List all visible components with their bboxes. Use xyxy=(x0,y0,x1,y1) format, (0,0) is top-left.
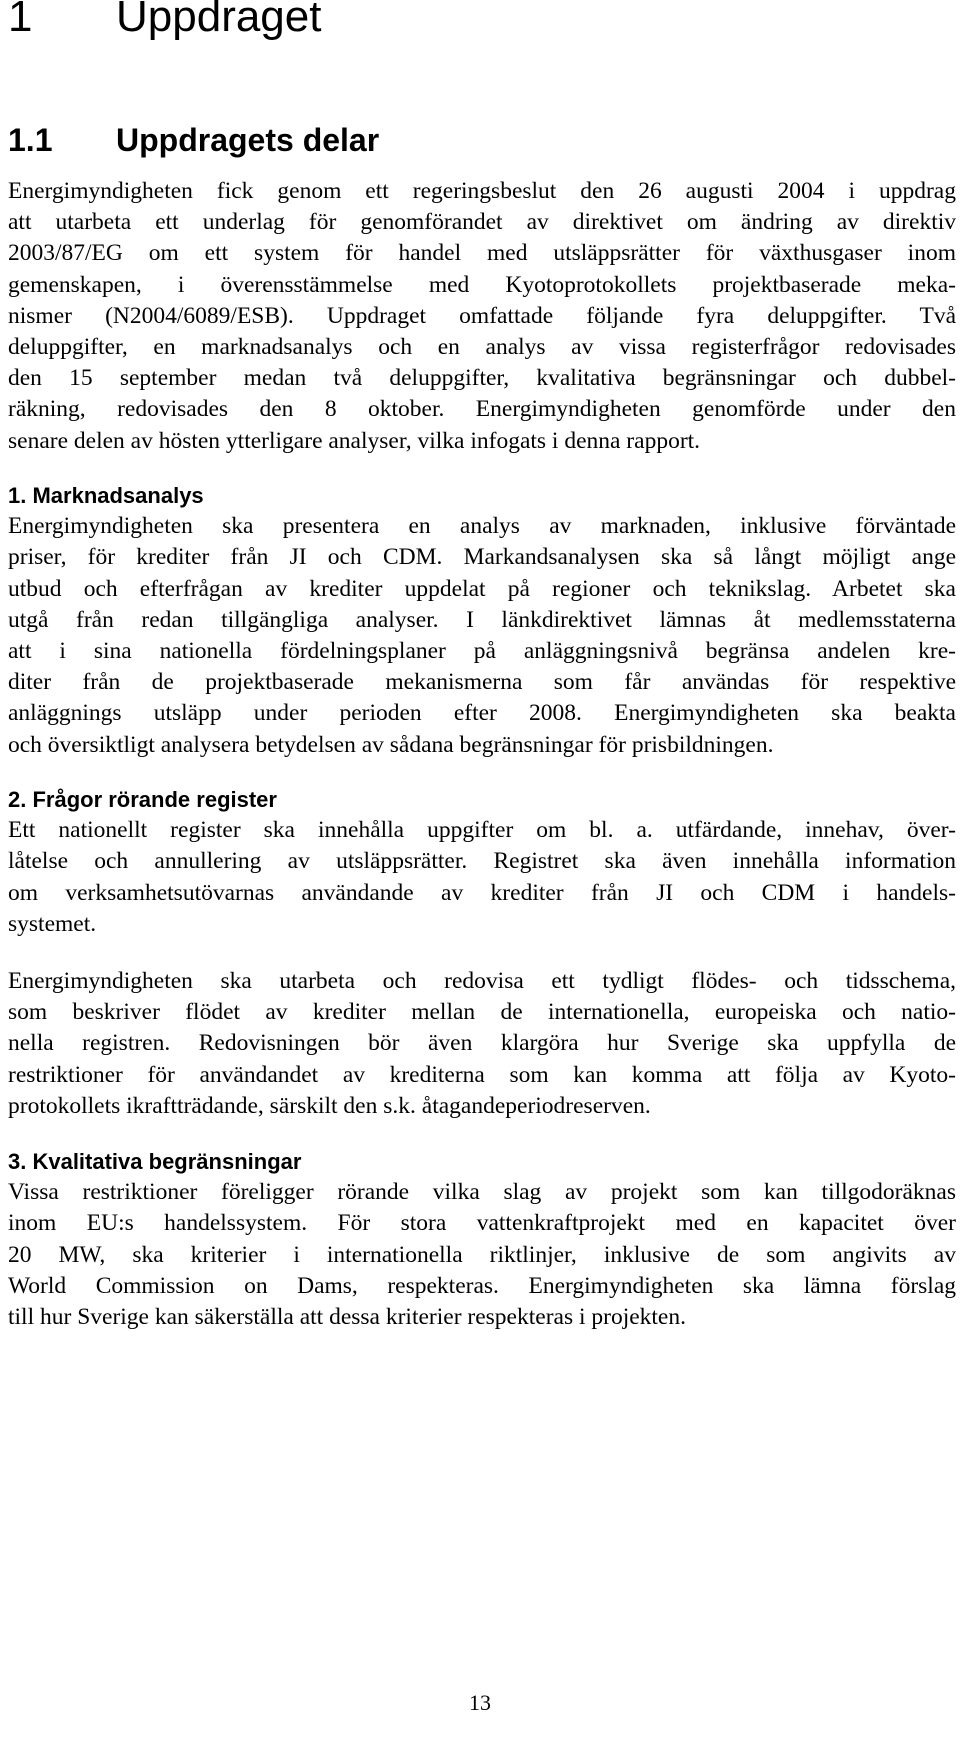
text-line: protokollets ikraftträdande, särskilt den s.k. åtagandeperiodreserven. xyxy=(8,1092,651,1119)
text-line: att i sina nationella fördelningsplaner på anläggningsnivå begränsa andelen kre- xyxy=(8,638,956,665)
text-line: diter från de projektbaserade mekanismerna som får användas för respektive xyxy=(8,669,956,696)
text-line: som beskriver flödet av krediter mellan de internationella, europeiska och natio- xyxy=(8,999,956,1026)
text-line: inom EU:s handelssystem. För stora vattenkraftprojekt med en kapacitet över xyxy=(8,1210,956,1237)
section-heading xyxy=(8,122,379,159)
text-line: och översiktligt analysera betydelsen av sådana begränsningar för prisbildningen. xyxy=(8,731,774,758)
text-line: räkning, redovisades den 8 oktober. Energimyndigheten genomförde under den xyxy=(8,396,956,423)
text-line: 2003/87/EG om ett system för handel med utsläppsrätter för växthusgaser inom xyxy=(8,240,956,267)
chapter-heading xyxy=(8,0,321,42)
intro-paragraph xyxy=(8,176,956,457)
text-line: deluppgifter, en marknadsanalys och en analys av vissa registerfrågor redovisades xyxy=(8,334,956,361)
text-line: till hur Sverige kan säkerställa att dessa kriterier respekteras i projekten. xyxy=(8,1304,686,1331)
page-number: 13 xyxy=(469,1690,491,1715)
text-line: senare delen av hösten ytterligare analyser, vilka infogats i denna rapport. xyxy=(8,427,701,454)
text-line: utgå från redan tillgängliga analyser. I länkdirektivet lämnas åt medlemsstaterna xyxy=(8,606,956,633)
text-line: Energimyndigheten fick genom ett regeringsbeslut den 26 augusti 2004 i uppdrag xyxy=(8,178,956,204)
section-marknadsanalys xyxy=(8,480,956,761)
chapter-title: Uppdraget xyxy=(116,0,322,41)
chapter-number: 1 xyxy=(8,0,33,41)
subsection-heading: 1. Marknadsanalys xyxy=(8,483,204,508)
text-line: utbud och efterfrågan av krediter uppdelat på regioner och teknikslag. Arbetet ska xyxy=(8,575,956,602)
text-line: World Commission on Dams, respekteras. Energimyndigheten ska lämna förslag xyxy=(8,1272,956,1299)
section-title: Uppdragets delar xyxy=(116,122,380,158)
subsection-heading: 2. Frågor rörande register xyxy=(8,787,277,812)
text-line: anläggnings utsläpp under perioden efter 2008. Energimyndigheten ska beakta xyxy=(8,700,956,727)
text-line: att utarbeta ett underlag för genomförandet av direktivet om ändring av direktiv xyxy=(8,209,956,236)
register-paragraph-2 xyxy=(8,966,956,1122)
text-line: låtelse och annullering av utsläppsrätter. Registret ska även innehålla information xyxy=(8,848,956,875)
section-register xyxy=(8,784,956,940)
subsection-heading: 3. Kvalitativa begränsningar xyxy=(8,1149,302,1174)
text-line: Energimyndigheten ska presentera en analys av marknaden, inklusive förväntade xyxy=(8,513,956,540)
text-line: om verksamhetsutövarnas användande av krediter från JI och CDM i handels- xyxy=(8,879,956,906)
text-line: Vissa restriktioner föreligger rörande vilka slag av projekt som kan tillgodoräknas xyxy=(8,1179,956,1206)
text-line: priser, för krediter från JI och CDM. Markandsanalysen ska så långt möjligt ange xyxy=(8,544,956,571)
text-line: restriktioner för användandet av krediterna som kan komma att följa av Kyoto- xyxy=(8,1061,956,1088)
text-line: systemet. xyxy=(8,910,97,937)
text-line: den 15 september medan två deluppgifter, kvalitativa begränsningar och dubbel- xyxy=(8,365,956,392)
text-line: gemenskapen, i överensstämmelse med Kyotoprotokollets projektbaserade meka- xyxy=(8,271,956,298)
text-line: nismer (N2004/6089/ESB). Uppdraget omfattade följande fyra deluppgifter. Två xyxy=(8,302,956,329)
section-number: 1.1 xyxy=(8,122,53,158)
text-line: nella registren. Redovisningen bör även klargöra hur Sverige ska uppfylla de xyxy=(8,1030,956,1057)
text-line: 20 MW, ska kriterier i internationella riktlinjer, inklusive de som angivits av xyxy=(8,1241,956,1268)
text-line: Ett nationellt register ska innehålla uppgifter om bl. a. utfärdande, innehav, över- xyxy=(8,817,956,844)
section-kvalitativa xyxy=(8,1146,956,1333)
text-line: Energimyndigheten ska utarbeta och redovisa ett tydligt flödes- och tidsschema, xyxy=(8,968,956,994)
